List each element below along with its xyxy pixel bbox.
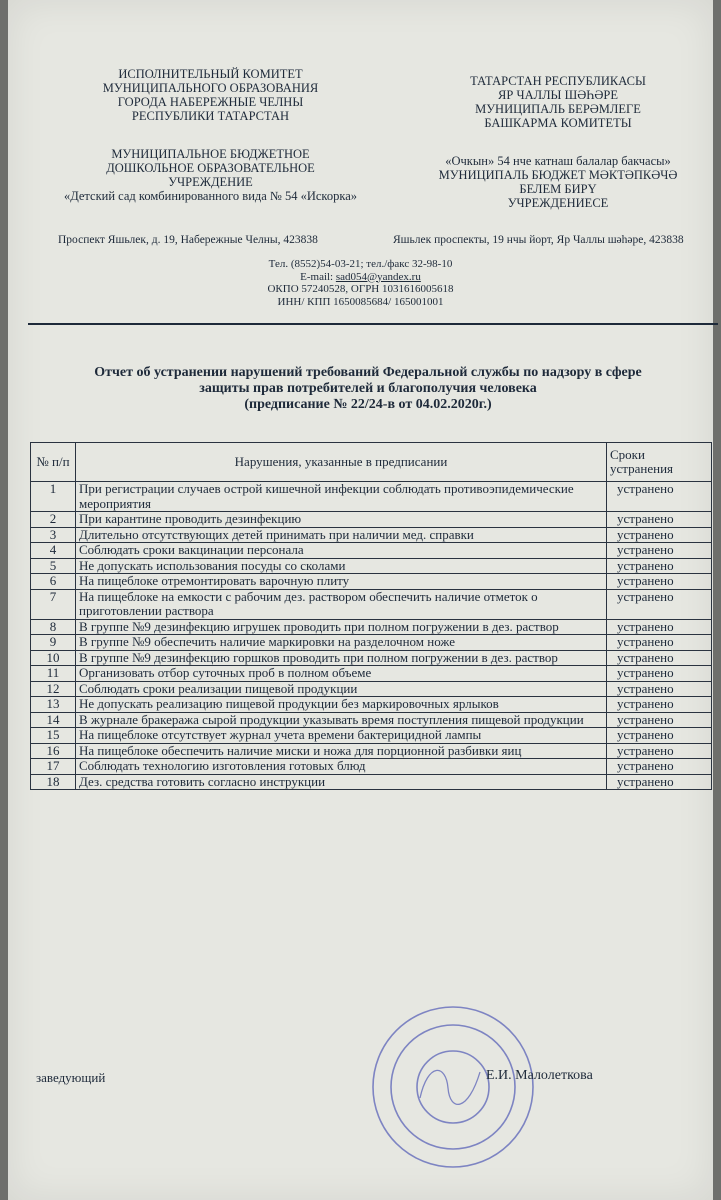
row-status: устранено — [607, 743, 712, 759]
row-status: устранено — [607, 759, 712, 775]
table-row — [31, 681, 712, 697]
table-row — [31, 774, 712, 790]
right-inst-line-2: МУНИЦИПАЛЬ БЮДЖЕТ МӘКТӘПКӘЧӘ — [438, 168, 678, 182]
row-violation: При регистрации случаев острой кишечной инфекции соблюдать противоэпидемические мероприятия — [76, 482, 607, 512]
table-row — [31, 512, 712, 528]
table-row — [31, 759, 712, 775]
email-label: E-mail: — [300, 270, 334, 283]
table-row — [31, 482, 712, 512]
row-violation: Длительно отсутствующих детей принимать при наличии мед. справки — [76, 527, 607, 543]
col-header-number: № п/п — [31, 443, 76, 482]
phone-line: Тел. (8552)54-03-21; тел./факс 32-98-10 — [268, 258, 453, 270]
row-status: устранено — [607, 589, 712, 619]
title-line-2: защиты прав потребителей и благополучия человека — [199, 381, 537, 396]
table-row — [31, 574, 712, 590]
document-page — [8, 0, 713, 1200]
table-row — [31, 558, 712, 574]
row-number: 6 — [31, 574, 76, 590]
left-inst-line-3: УЧРЕЖДЕНИЕ — [168, 175, 253, 189]
left-org-line-4: РЕСПУБЛИКИ ТАТАРСТАН — [131, 109, 290, 123]
row-number: 15 — [31, 728, 76, 744]
row-status: устранено — [607, 681, 712, 697]
row-violation: Организовать отбор суточных проб в полном объеме — [76, 666, 607, 682]
row-violation: На пищеблоке на емкости с рабочим дез. раствором обеспечить наличие отметок о приготовлении раствора — [76, 589, 607, 619]
row-violation: Не допускать реализацию пищевой продукции без маркировочных ярлыков — [76, 697, 607, 713]
table-header-row — [31, 443, 712, 482]
row-number: 8 — [31, 619, 76, 635]
row-number: 14 — [31, 712, 76, 728]
right-org-line-2: ЯР ЧАЛЛЫ ШӘҺӘРЕ — [498, 88, 618, 102]
table-row — [31, 543, 712, 559]
row-violation: Соблюдать технологию изготовления готовых блюд — [76, 759, 607, 775]
row-status: устранено — [607, 482, 712, 512]
row-status: устранено — [607, 619, 712, 635]
row-violation: Не допускать использования посуды со сколами — [76, 558, 607, 574]
row-violation: На пищеблоке отсутствует журнал учета времени бактерицидной лампы — [76, 728, 607, 744]
row-violation: Соблюдать сроки реализации пищевой продукции — [76, 681, 607, 697]
okpo-line: ОКПО 57240528, ОГРН 1031616005618 — [267, 283, 454, 295]
table-row — [31, 650, 712, 666]
right-inst-line-3: БЕЛЕМ БИРҮ — [519, 182, 597, 196]
row-number: 3 — [31, 527, 76, 543]
row-status: устранено — [607, 558, 712, 574]
table-body — [31, 482, 712, 790]
row-status: устранено — [607, 774, 712, 790]
row-status: устранено — [607, 728, 712, 744]
row-status: устранено — [607, 650, 712, 666]
row-status: устранено — [607, 712, 712, 728]
row-violation: При карантине проводить дезинфекцию — [76, 512, 607, 528]
row-number: 1 — [31, 482, 76, 512]
row-number: 10 — [31, 650, 76, 666]
left-org-line-3: ГОРОДА НАБЕРЕЖНЫЕ ЧЕЛНЫ — [117, 95, 304, 109]
row-violation: В группе №9 дезинфекцию игрушек проводить при полном погружении в дез. раствор — [76, 619, 607, 635]
row-violation: В журнале бракеража сырой продукции указывать время поступления пищевой продукции — [76, 712, 607, 728]
email-link[interactable]: sad054@yandex.ru — [335, 270, 421, 283]
right-inst-line-1: «Очкын» 54 нче катнаш балалар бакчасы» — [445, 154, 671, 168]
row-status: устранено — [607, 574, 712, 590]
right-org-line-1: ТАТАРСТАН РЕСПУБЛИКАСЫ — [470, 74, 646, 88]
left-org-line-2: МУНИЦИПАЛЬНОГО ОБРАЗОВАНИЯ — [102, 81, 319, 95]
row-number: 18 — [31, 774, 76, 790]
signatory-name: Е.И. Малолеткова — [486, 1068, 593, 1083]
table-row — [31, 697, 712, 713]
col-header-violation: Нарушения, указанные в предписании — [76, 443, 607, 482]
inn-line: ИНН/ КПП 1650085684/ 165001001 — [277, 295, 444, 308]
table-row — [31, 619, 712, 635]
col-header-status: Сроки устранения — [607, 443, 712, 482]
row-violation: Соблюдать сроки вакцинации персонала — [76, 543, 607, 559]
row-violation: В группе №9 обеспечить наличие маркировки на разделочном ноже — [76, 635, 607, 651]
row-status: устранено — [607, 666, 712, 682]
row-violation: На пищеблоке отремонтировать варочную плиту — [76, 574, 607, 590]
address-left: Проспект Яшьлек, д. 19, Набережные Челны, 423838 — [58, 234, 318, 246]
row-number: 12 — [31, 681, 76, 697]
right-inst-line-4: УЧРЕЖДЕНИЕСЕ — [507, 196, 609, 210]
left-inst-line-4: «Детский сад комбинированного вида № 54 «Искорка» — [63, 189, 358, 203]
row-number: 9 — [31, 635, 76, 651]
row-status: устранено — [607, 543, 712, 559]
email-line — [8, 271, 713, 284]
title-line-1: Отчет об устранении нарушений требований Федеральной службы по надзору в сфере — [94, 365, 642, 380]
table-row — [31, 743, 712, 759]
row-violation: На пищеблоке обеспечить наличие миски и ножа для порционной разбивки яиц — [76, 743, 607, 759]
table-row — [31, 527, 712, 543]
row-number: 2 — [31, 512, 76, 528]
title-line-3: (предписание № 22/24-в от 04.02.2020г.) — [244, 397, 492, 412]
official-stamp — [368, 1002, 538, 1172]
table-row — [31, 635, 712, 651]
row-number: 13 — [31, 697, 76, 713]
row-violation: В группе №9 дезинфекцию горшков проводить при полном погружении в дез. раствор — [76, 650, 607, 666]
row-number: 16 — [31, 743, 76, 759]
right-org-line-4: БАШКАРМА КОМИТЕТЫ — [484, 116, 632, 130]
row-number: 4 — [31, 543, 76, 559]
row-number: 17 — [31, 759, 76, 775]
row-status: устранено — [607, 635, 712, 651]
row-number: 7 — [31, 589, 76, 619]
row-status: устранено — [607, 512, 712, 528]
right-org-line-3: МУНИЦИПАЛЬ БЕРӘМЛЕГЕ — [475, 102, 641, 116]
row-status: устранено — [607, 697, 712, 713]
row-number: 11 — [31, 666, 76, 682]
signatory-role: заведующий — [36, 1070, 106, 1085]
left-org-line-1: ИСПОЛНИТЕЛЬНЫЙ КОМИТЕТ — [118, 67, 303, 81]
violations-table — [30, 442, 712, 790]
header-right — [413, 74, 703, 210]
table-row — [31, 712, 712, 728]
header-divider — [28, 323, 718, 325]
contacts-block — [8, 258, 713, 308]
address-right: Яшьлек проспекты, 19 нчы йорт, Яр Чаллы шәһәре, 423838 — [393, 234, 684, 246]
table-row — [31, 589, 712, 619]
left-inst-line-2: ДОШКОЛЬНОЕ ОБРАЗОВАТЕЛЬНОЕ — [106, 161, 315, 175]
header-left — [48, 67, 373, 203]
row-number: 5 — [31, 558, 76, 574]
row-status: устранено — [607, 527, 712, 543]
report-title — [18, 365, 718, 413]
left-inst-line-1: МУНИЦИПАЛЬНОЕ БЮДЖЕТНОЕ — [111, 147, 310, 161]
row-violation: Дез. средства готовить согласно инструкции — [76, 774, 607, 790]
table-row — [31, 666, 712, 682]
table-row — [31, 728, 712, 744]
